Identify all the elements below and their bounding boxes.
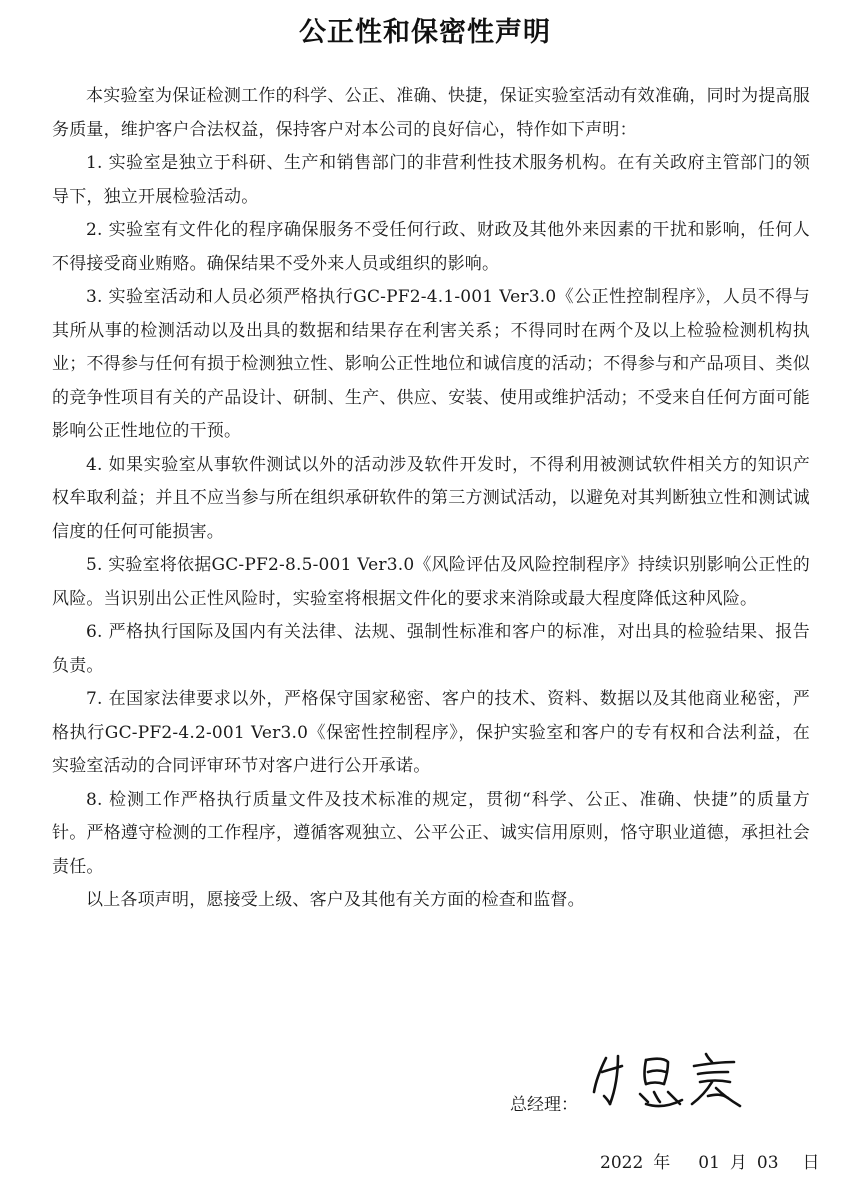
- date-month: 01: [698, 1153, 720, 1173]
- clause-7: 7. 在国家法律要求以外，严格保守国家秘密、客户的技术、资料、数据以及其他商业秘密，严格执行GC-PF2-4.2-001 Ver3.0《保密性控制程序》，保护实验室和客户的专有权和合法利益，在实验室活动的合同评审环节对客户进行公开承诺。: [52, 689, 810, 776]
- clause-4: 4. 如果实验室从事软件测试以外的活动涉及软件开发时，不得利用被测试软件相关方的知识产权牟取利益；并且不应当参与所在组织承研软件的第三方测试活动，以避免对其判断独立性和测试诚信度的任何可能损害。: [52, 454, 810, 542]
- date-day: 03: [756, 1153, 779, 1173]
- date-year-unit: 年: [653, 1153, 671, 1173]
- handwritten-signature: [588, 1048, 758, 1116]
- clause-5: 5. 实验室将依据GC-PF2-8.5-001 Ver3.0《风险评估及风险控制程序》持续识别影响公正性的风险。当识别出公正性风险时，实验室将根据文件化的要求来消除或最大程度降低这种风险。: [52, 555, 810, 609]
- clause-8: 8. 检测工作严格执行质量文件及技术标准的规定，贯彻“科学、公正、准确、快捷”的质量方针。严格遵守检测的工作程序，遵循客观独立、公平公正、诚实信用原则，恪守职业道德，承担社会责任。: [52, 789, 810, 877]
- clause-6: 6. 严格执行国际及国内有关法律、法规、强制性标准和客户的标准，对出具的检验结果、报告负责。: [52, 622, 810, 676]
- date-year: 2022: [600, 1153, 644, 1173]
- clause-3: 3. 实验室活动和人员必须严格执行GC-PF2-4.1-001 Ver3.0《公正性控制程序》，人员不得与其所从事的检测活动以及出具的数据和结果存在利害关系；不得同时在两个及以上检验检测机构执业；不得参与任何有损于检测独立性、影响公正性地位和诚信度的活动；不得参与和产品项目、类似的竞争性项目有关的产品设计、研制、生产、供应、安装、使用或维护活动；不受来自任何方面可能影响公正性地位的干预。: [52, 287, 810, 441]
- date-line: [600, 1148, 820, 1173]
- date-month-unit: 月: [729, 1153, 747, 1173]
- clause-1: 1. 实验室是独立于科研、生产和销售部门的非营利性技术服务机构。在有关政府主管部门的领导下，独立开展检验活动。: [52, 153, 810, 207]
- clause-2: 2. 实验室有文件化的程序确保服务不受任何行政、财政及其他外来因素的干扰和影响，任何人不得接受商业贿赂。确保结果不受外来人员或组织的影响。: [52, 220, 810, 274]
- closing-paragraph: 以上各项声明，愿接受上级、客户及其他有关方面的检查和监督。: [86, 890, 585, 910]
- intro-paragraph: 本实验室为保证检测工作的科学、公正、准确、快捷，保证实验室活动有效准确，同时为提高服务质量，维护客户合法权益，保持客户对本公司的良好信心，特作如下声明：: [52, 86, 810, 140]
- signature-block: [510, 1048, 810, 1118]
- document-title: 公正性和保密性声明: [299, 17, 551, 48]
- signature-label: 总经理：: [510, 1095, 578, 1115]
- document-body: [52, 80, 810, 918]
- date-day-unit: 日: [802, 1153, 820, 1173]
